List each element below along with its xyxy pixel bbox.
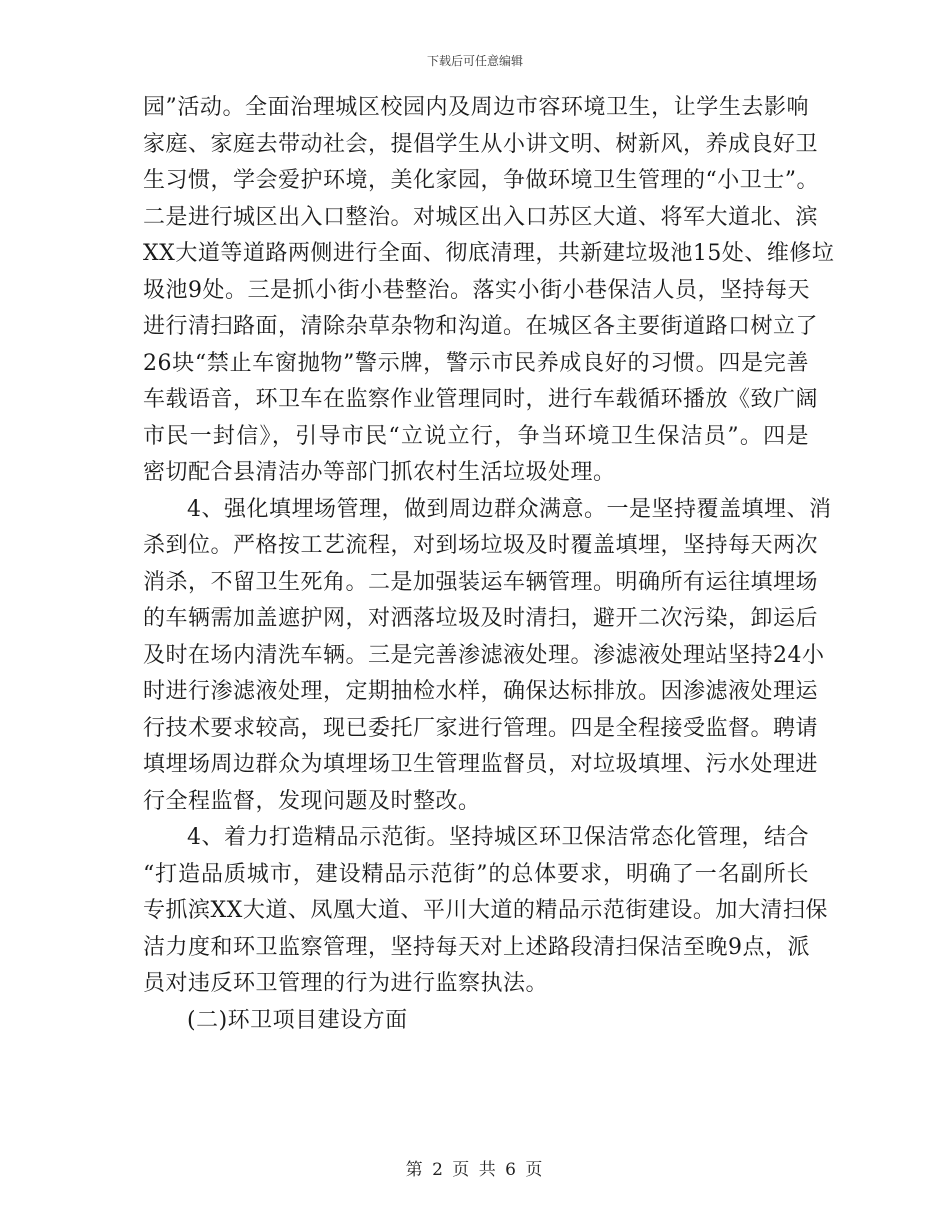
page-header: 下载后可任意编辑 [426, 54, 523, 68]
text-line: “打造品质城市，建设精品示范街”的总体要求，明确了一名副所长 [143, 861, 809, 887]
text-line: XX大道等道路两侧进行全面、彻底清理，共新建垃圾池15处、维修垃 [143, 241, 835, 266]
text-line: 杀到位。严格按工艺流程，对到场垃圾及时覆盖填埋，坚持每天两次 [143, 533, 819, 558]
text-line: 车载语音，环卫车在监察作业管理同时，进行车载循环播放《致广阔 [143, 387, 819, 412]
text-line: 洁力度和环卫监察管理，坚持每天对上述路段清扫保洁至晚9点，派 [143, 934, 810, 960]
text-line: 4、着力打造精品示范街。坚持城区环卫保洁常态化管理，结合 [187, 825, 809, 850]
page-number: 第 2 页 共 6 页 [405, 1160, 545, 1180]
text-line: (二)环卫项目建设方面 [187, 1007, 408, 1033]
paragraph [143, 820, 828, 1003]
text-line: 专抓滨XX大道、凤凰大道、平川大道的精品示范街建设。加大清扫保 [143, 898, 828, 923]
text-line: 市民一封信》，引导市民“立说立行，争当环境卫生保洁员”。四是 [143, 423, 809, 449]
text-line: 行技术要求较高，现已委托厂家进行管理。四是全程接受监督。聘请 [143, 715, 819, 741]
text-line: 圾池9处。三是抓小街小巷整治。落实小街小巷保洁人员，坚持每天 [143, 277, 810, 303]
text-line: 及时在场内清洗车辆。三是完善渗滤液处理。渗滤液处理站坚持24小 [143, 642, 825, 668]
text-line: 26块“禁止车窗抛物”警示牌，警示市民养成良好的习惯。四是完善 [143, 350, 809, 376]
text-line: 4、强化填埋场管理，做到周边群众满意。一是坚持覆盖填埋、消 [187, 496, 832, 522]
paragraph [143, 1003, 809, 1040]
text-line: 员对违反环卫管理的行为进行监察执法。 [143, 971, 549, 996]
text-line: 行全程监督，发现问题及时整改。 [143, 788, 481, 814]
text-line: 园”活动。全面治理城区校园内及周边市容环境卫生，让学生去影响 [143, 95, 809, 120]
text-line: 时进行渗滤液处理，定期抽检水样，确保达标排放。因渗滤液处理运 [143, 679, 819, 704]
text-line: 进行清扫路面，清除杂草杂物和沟道。在城区各主要街道路口树立了 [143, 314, 819, 339]
text-line: 生习惯，学会爱护环境，美化家园，争做环境卫生管理的“小卫士”。 [143, 168, 819, 193]
text-line: 填埋场周边群众为填埋场卫生管理监督员，对垃圾填埋、污水处理进 [143, 752, 819, 777]
text-line: 消杀，不留卫生死角。二是加强装运车辆管理。明确所有运往填埋场 [143, 569, 819, 595]
text-line: 的车辆需加盖遮护网，对洒落垃圾及时清扫，避开二次污染，卸运后 [143, 606, 819, 631]
paragraph [143, 90, 835, 492]
text-line: 二是进行城区出入口整治。对城区出入口苏区大道、将军大道北、滨 [143, 204, 819, 230]
paragraph [143, 492, 832, 821]
text-line: 密切配合县清洁办等部门抓农村生活垃圾处理。 [143, 460, 616, 485]
document-body [143, 90, 835, 1039]
text-line: 家庭、家庭去带动社会，提倡学生从小讲文明、树新风，养成良好卫 [143, 131, 819, 157]
